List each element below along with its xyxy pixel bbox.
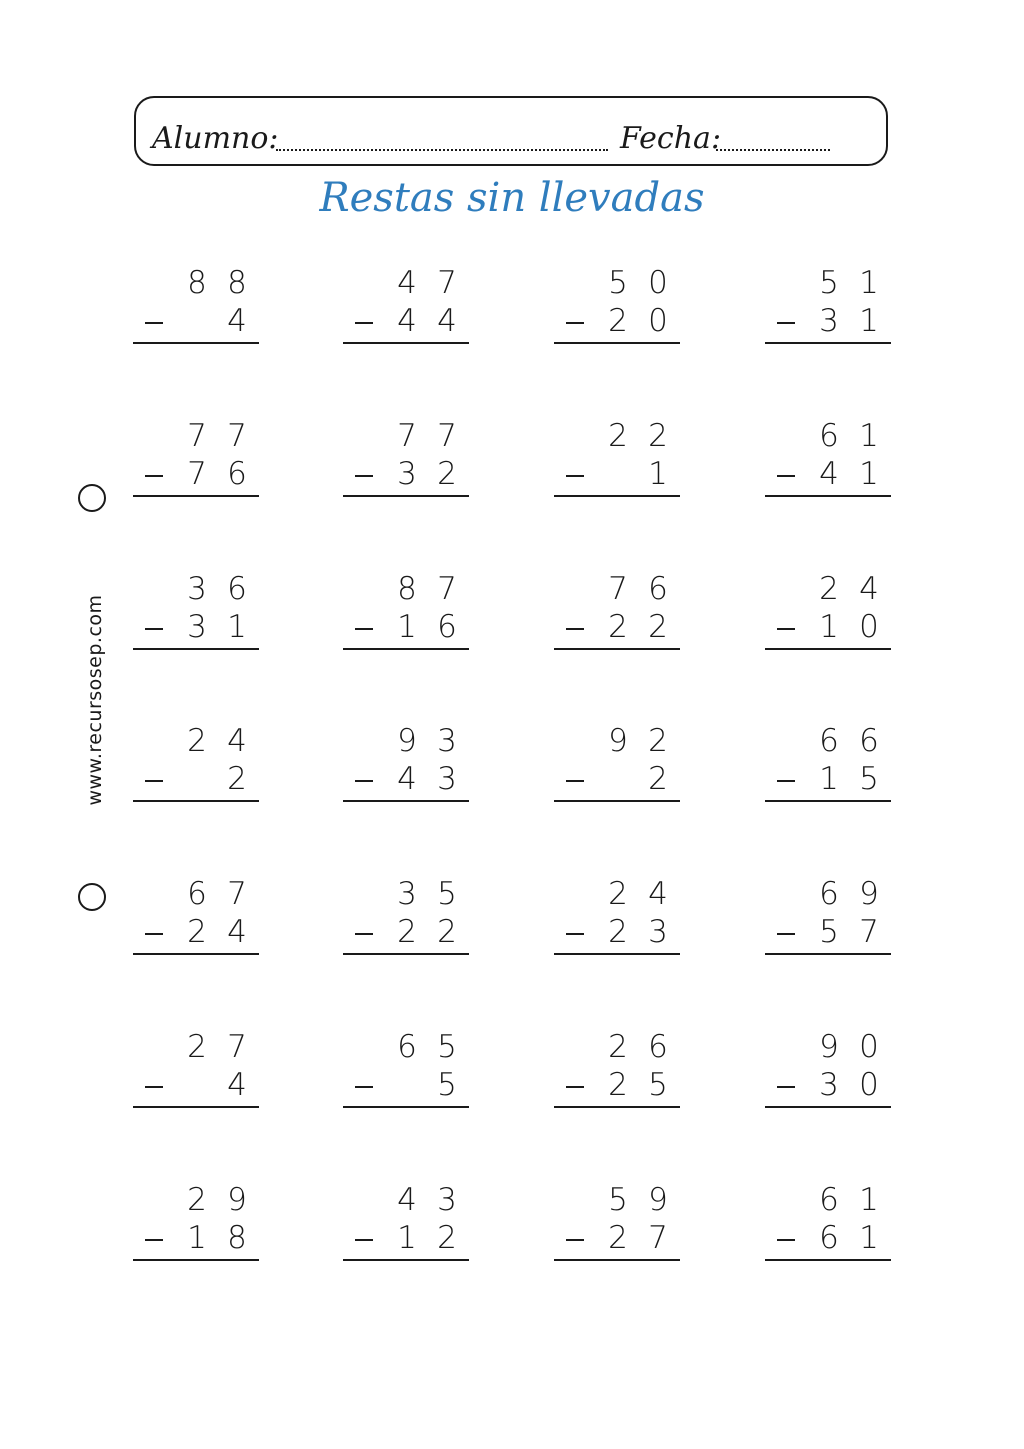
answer-line[interactable]	[765, 495, 891, 497]
minus-sign	[777, 628, 795, 630]
minuend-digit: 2	[187, 1182, 207, 1218]
subtraction-problem	[554, 877, 680, 967]
subtrahend-digit: 2	[437, 914, 457, 950]
subtrahend-digit: 1	[397, 1220, 417, 1256]
minuend-digit: 3	[397, 876, 417, 912]
student-label: Alumno:	[152, 121, 279, 156]
subtrahend-digit: 2	[608, 303, 628, 339]
minus-sign	[145, 628, 163, 630]
minuend-digit: 2	[648, 418, 668, 454]
minus-sign	[355, 1239, 373, 1241]
answer-line[interactable]	[133, 495, 259, 497]
answer-line[interactable]	[343, 648, 469, 650]
minuend-digit: 5	[437, 1029, 457, 1065]
minuend-digit: 6	[819, 723, 839, 759]
minus-sign	[777, 1239, 795, 1241]
minuend-digit: 7	[437, 265, 457, 301]
subtrahend-digit: 4	[227, 303, 247, 339]
minus-sign	[355, 322, 373, 324]
minus-sign	[566, 780, 584, 782]
minus-sign	[145, 780, 163, 782]
subtraction-problem	[343, 724, 469, 814]
minuend-digit: 7	[437, 418, 457, 454]
minuend-digit: 9	[227, 1182, 247, 1218]
subtrahend-digit: 5	[437, 1067, 457, 1103]
subtrahend-digit: 2	[608, 1067, 628, 1103]
date-label: Fecha:	[620, 121, 722, 156]
minuend-digit: 7	[227, 1029, 247, 1065]
minus-sign	[566, 475, 584, 477]
minuend-digit: 6	[648, 571, 668, 607]
minus-sign	[145, 933, 163, 935]
minus-sign	[566, 1086, 584, 1088]
minuend-digit: 0	[859, 1029, 879, 1065]
minus-sign	[777, 322, 795, 324]
minuend-digit: 6	[397, 1029, 417, 1065]
minuend-digit: 4	[227, 723, 247, 759]
subtrahend-digit: 6	[227, 456, 247, 492]
minuend-digit: 8	[227, 265, 247, 301]
minuend-digit: 8	[397, 571, 417, 607]
answer-line[interactable]	[133, 1259, 259, 1261]
subtraction-problem	[343, 1030, 469, 1120]
binder-hole-icon	[78, 484, 106, 512]
minus-sign	[777, 933, 795, 935]
minuend-digit: 9	[397, 723, 417, 759]
subtraction-problem	[765, 1030, 891, 1120]
subtrahend-digit: 0	[859, 1067, 879, 1103]
minuend-digit: 9	[608, 723, 628, 759]
subtraction-problem	[765, 724, 891, 814]
subtraction-problem	[765, 419, 891, 509]
subtrahend-digit: 3	[187, 609, 207, 645]
minus-sign	[355, 475, 373, 477]
minuend-digit: 7	[397, 418, 417, 454]
subtraction-problem	[554, 724, 680, 814]
subtrahend-digit: 2	[608, 914, 628, 950]
subtrahend-digit: 2	[648, 761, 668, 797]
answer-line[interactable]	[765, 800, 891, 802]
minuend-digit: 2	[819, 571, 839, 607]
minuend-digit: 5	[608, 265, 628, 301]
minus-sign	[566, 933, 584, 935]
subtrahend-digit: 1	[859, 456, 879, 492]
minuend-digit: 4	[648, 876, 668, 912]
subtrahend-digit: 2	[648, 609, 668, 645]
answer-line[interactable]	[554, 1106, 680, 1108]
minuend-digit: 2	[187, 723, 207, 759]
subtrahend-digit: 2	[187, 914, 207, 950]
minus-sign	[355, 1086, 373, 1088]
subtrahend-digit: 3	[819, 1067, 839, 1103]
subtrahend-digit: 4	[397, 303, 417, 339]
subtrahend-digit: 1	[819, 761, 839, 797]
answer-line[interactable]	[343, 1259, 469, 1261]
subtrahend-digit: 1	[819, 609, 839, 645]
answer-line[interactable]	[554, 648, 680, 650]
minuend-digit: 3	[187, 571, 207, 607]
subtraction-problem	[133, 572, 259, 662]
subtrahend-digit: 5	[648, 1067, 668, 1103]
minus-sign	[566, 1239, 584, 1241]
subtraction-problem	[554, 572, 680, 662]
subtrahend-digit: 4	[397, 761, 417, 797]
subtraction-problem	[765, 266, 891, 356]
subtrahend-digit: 2	[227, 761, 247, 797]
minuend-digit: 7	[227, 876, 247, 912]
answer-line[interactable]	[554, 800, 680, 802]
minus-sign	[355, 780, 373, 782]
minus-sign	[145, 1086, 163, 1088]
minuend-digit: 3	[437, 1182, 457, 1218]
minuend-digit: 1	[859, 265, 879, 301]
answer-line[interactable]	[133, 648, 259, 650]
subtrahend-digit: 4	[437, 303, 457, 339]
answer-line[interactable]	[343, 495, 469, 497]
subtraction-problem	[133, 266, 259, 356]
minuend-digit: 6	[819, 1182, 839, 1218]
minuend-digit: 2	[608, 876, 628, 912]
subtrahend-digit: 1	[859, 1220, 879, 1256]
subtrahend-digit: 0	[859, 609, 879, 645]
answer-line[interactable]	[554, 342, 680, 344]
subtrahend-digit: 0	[648, 303, 668, 339]
minuend-digit: 4	[397, 265, 417, 301]
minuend-digit: 6	[819, 418, 839, 454]
minuend-digit: 6	[819, 876, 839, 912]
minuend-digit: 7	[227, 418, 247, 454]
answer-line[interactable]	[343, 800, 469, 802]
date-field[interactable]	[716, 149, 830, 151]
subtrahend-digit: 2	[608, 609, 628, 645]
subtraction-problem	[343, 266, 469, 356]
subtrahend-digit: 3	[397, 456, 417, 492]
minus-sign	[566, 628, 584, 630]
minus-sign	[777, 1086, 795, 1088]
subtrahend-digit: 2	[397, 914, 417, 950]
minuend-digit: 2	[648, 723, 668, 759]
subtraction-problem	[133, 1183, 259, 1273]
subtrahend-digit: 1	[859, 303, 879, 339]
subtraction-problem	[554, 266, 680, 356]
answer-line[interactable]	[765, 1259, 891, 1261]
minuend-digit: 5	[608, 1182, 628, 1218]
answer-line[interactable]	[554, 1259, 680, 1261]
subtraction-problem	[343, 419, 469, 509]
subtraction-problem	[554, 1030, 680, 1120]
answer-line[interactable]	[765, 1106, 891, 1108]
subtrahend-digit: 2	[608, 1220, 628, 1256]
answer-line[interactable]	[133, 800, 259, 802]
minuend-digit: 7	[437, 571, 457, 607]
subtraction-problem	[133, 724, 259, 814]
answer-line[interactable]	[133, 342, 259, 344]
minus-sign	[145, 475, 163, 477]
minuend-digit: 2	[608, 1029, 628, 1065]
minuend-digit: 6	[187, 876, 207, 912]
answer-line[interactable]	[343, 953, 469, 955]
subtraction-problem	[133, 419, 259, 509]
minuend-digit: 3	[437, 723, 457, 759]
answer-line[interactable]	[765, 648, 891, 650]
subtrahend-digit: 8	[227, 1220, 247, 1256]
subtrahend-digit: 4	[227, 1067, 247, 1103]
minuend-digit: 7	[608, 571, 628, 607]
student-name-field[interactable]	[276, 149, 608, 151]
answer-line[interactable]	[133, 953, 259, 955]
answer-line[interactable]	[554, 953, 680, 955]
minus-sign	[355, 933, 373, 935]
subtraction-problem	[343, 1183, 469, 1273]
answer-line[interactable]	[343, 1106, 469, 1108]
subtrahend-digit: 1	[227, 609, 247, 645]
subtrahend-digit: 7	[859, 914, 879, 950]
subtrahend-digit: 1	[187, 1220, 207, 1256]
minus-sign	[777, 475, 795, 477]
minuend-digit: 8	[187, 265, 207, 301]
subtrahend-digit: 3	[648, 914, 668, 950]
minuend-digit: 6	[227, 571, 247, 607]
minus-sign	[355, 628, 373, 630]
minuend-digit: 9	[648, 1182, 668, 1218]
minuend-digit: 5	[819, 265, 839, 301]
subtrahend-digit: 6	[819, 1220, 839, 1256]
minuend-digit: 6	[859, 723, 879, 759]
minus-sign	[145, 1239, 163, 1241]
subtrahend-digit: 1	[397, 609, 417, 645]
subtrahend-digit: 7	[648, 1220, 668, 1256]
minus-sign	[145, 322, 163, 324]
subtraction-problem	[133, 877, 259, 967]
minuend-digit: 6	[648, 1029, 668, 1065]
minuend-digit: 1	[859, 1182, 879, 1218]
minus-sign	[777, 780, 795, 782]
subtrahend-digit: 5	[819, 914, 839, 950]
answer-line[interactable]	[765, 342, 891, 344]
minuend-digit: 9	[819, 1029, 839, 1065]
minuend-digit: 2	[187, 1029, 207, 1065]
subtrahend-digit: 4	[227, 914, 247, 950]
minuend-digit: 7	[187, 418, 207, 454]
website-watermark: www.recursosep.com	[84, 594, 106, 806]
header-box	[134, 96, 888, 166]
subtraction-problem	[765, 1183, 891, 1273]
answer-line[interactable]	[554, 495, 680, 497]
minuend-digit: 5	[437, 876, 457, 912]
binder-hole-icon	[78, 883, 106, 911]
subtraction-problem	[765, 877, 891, 967]
subtrahend-digit: 7	[187, 456, 207, 492]
subtrahend-digit: 3	[437, 761, 457, 797]
minuend-digit: 4	[397, 1182, 417, 1218]
subtrahend-digit: 3	[819, 303, 839, 339]
answer-line[interactable]	[343, 342, 469, 344]
answer-line[interactable]	[765, 953, 891, 955]
subtraction-problem	[343, 877, 469, 967]
minuend-digit: 0	[648, 265, 668, 301]
subtraction-problem	[133, 1030, 259, 1120]
worksheet-title: Restas sin llevadas	[319, 175, 705, 221]
minuend-digit: 2	[608, 418, 628, 454]
subtrahend-digit: 2	[437, 456, 457, 492]
subtraction-problem	[343, 572, 469, 662]
answer-line[interactable]	[133, 1106, 259, 1108]
minuend-digit: 1	[859, 418, 879, 454]
minus-sign	[566, 322, 584, 324]
minuend-digit: 4	[859, 571, 879, 607]
subtrahend-digit: 2	[437, 1220, 457, 1256]
subtrahend-digit: 4	[819, 456, 839, 492]
subtrahend-digit: 5	[859, 761, 879, 797]
subtrahend-digit: 1	[648, 456, 668, 492]
subtrahend-digit: 6	[437, 609, 457, 645]
subtraction-problem	[554, 1183, 680, 1273]
subtraction-problem	[765, 572, 891, 662]
minuend-digit: 9	[859, 876, 879, 912]
subtraction-problem	[554, 419, 680, 509]
